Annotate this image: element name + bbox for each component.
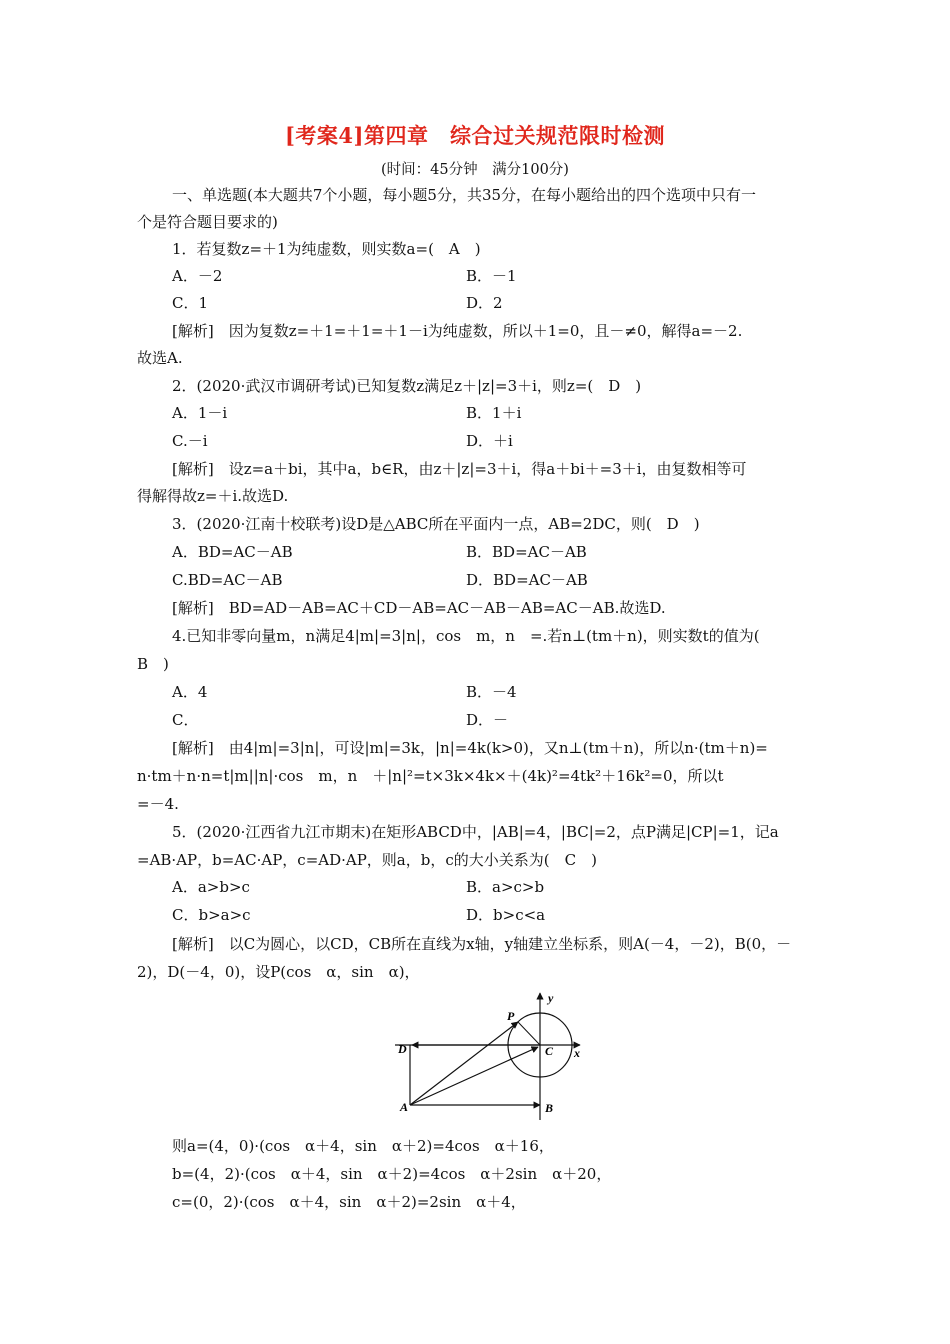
- question-4-solution-line-3: =－4.: [137, 795, 179, 813]
- question-5-option-b: B．a>c>b: [466, 878, 545, 896]
- question-2-stem: 2．(2020·武汉市调研考试)已知复数z满足z＋|z|=3＋i，则z=( D ): [172, 377, 642, 395]
- question-2-solution-line-1: [解析] 设z=a＋bi，其中a，b∈R，由z＋|z|=3＋i，得a＋bi＋=3＋i，由复数相等可: [172, 460, 747, 478]
- question-2-option-d: D．＋i: [466, 432, 513, 450]
- label-y: y: [548, 991, 554, 1005]
- label-p: P: [507, 1009, 515, 1023]
- section-heading-line-1: 一、单选题(本大题共7个小题，每小题5分，共35分，在每小题给出的四个选项中只有一: [172, 186, 757, 204]
- question-5-solution-line-1: [解析] 以C为圆心，以CD，CB所在直线为x轴，y轴建立坐标系，则A(－4，－2)，B(0，－: [172, 935, 792, 953]
- question-5-option-a: A．a>b>c: [172, 878, 250, 896]
- question-4-stem-line-2: B ): [137, 655, 169, 673]
- page-title: [考案4]第四章 综合过关规范限时检测: [285, 123, 665, 148]
- label-a: A: [400, 1100, 409, 1114]
- label-b: B: [545, 1101, 554, 1115]
- question-3-option-d: D．BD=AC－AB: [466, 571, 588, 589]
- label-d: D: [398, 1042, 407, 1056]
- question-1-stem: 1．若复数z=＋1为纯虚数，则实数a=( A ): [172, 240, 481, 258]
- question-2-option-c: C.－i: [172, 432, 208, 450]
- coordinate-diagram: [390, 985, 590, 1120]
- question-2-option-b: B．1＋i: [466, 404, 522, 422]
- question-1-solution-line-2: 故选A.: [137, 349, 183, 367]
- question-5-stem-line-2: =AB·AP，b=AC·AP，c=AD·AP，则a，b，c的大小关系为( C ): [137, 851, 597, 869]
- question-1-option-a: A．－2: [172, 267, 223, 285]
- question-2-solution-line-2: 得解得故z=＋i.故选D.: [137, 487, 289, 505]
- question-4-solution-line-1: [解析] 由4|m|=3|n|，可设|m|=3k，|n|=4k(k>0)，又n⊥(tm＋n)，所以n·(tm＋n)=: [172, 739, 768, 757]
- question-3-option-c: C.BD=AC－AB: [172, 571, 283, 589]
- question-3-option-a: A．BD=AC－AB: [172, 543, 293, 561]
- question-5-option-d: D．b>c<a: [466, 906, 546, 924]
- question-4-option-b: B．－4: [466, 683, 517, 701]
- question-1-solution-line-1: [解析] 因为复数z=＋1=＋1=＋1－i为纯虚数，所以＋1=0，且－≠0，解得a=－2.: [172, 322, 743, 340]
- radius-cp: [518, 1022, 540, 1045]
- question-4-stem-line-1: 4.已知非零向量m，n满足4|m|=3|n|，cos m，n =.若n⊥(tm＋n)，则实数t的值为(: [172, 627, 760, 645]
- calculation-c: c=(0，2)·(cos α＋4，sin α＋2)=2sin α＋4，: [172, 1193, 526, 1211]
- question-1-option-b: B．－1: [466, 267, 517, 285]
- page-subtitle: (时间：45分钟 满分100分): [381, 162, 569, 178]
- question-5-option-c: C．b>a>c: [172, 906, 251, 924]
- question-4-option-d: D．－: [466, 711, 509, 729]
- question-1-option-c: C．1: [172, 294, 209, 312]
- question-5-stem-line-1: 5．(2020·江西省九江市期末)在矩形ABCD中，|AB|=4，|BC|=2，点P满足|CP|=1，记a: [172, 823, 779, 841]
- question-3-solution: [解析] BD=AD－AB=AC＋CD－AB=AC－AB－AB=AC－AB.故选D.: [172, 599, 666, 617]
- question-4-option-c: C．: [172, 711, 199, 729]
- question-1-option-d: D．2: [466, 294, 503, 312]
- question-4-solution-line-2: n·tm＋n·n=t|m||n|·cos m，n ＋|n|²=t×3k×4k×＋(4k)²=4tk²＋16k²=0，所以t: [137, 767, 724, 785]
- question-2-option-a: A．1－i: [172, 404, 228, 422]
- question-3-option-b: B．BD=AC－AB: [466, 543, 587, 561]
- label-x: x: [574, 1046, 580, 1060]
- question-5-solution-line-2: 2)，D(－4，0)，设P(cos α，sin α)，: [137, 963, 420, 981]
- label-c: C: [545, 1044, 554, 1058]
- section-heading-line-2: 个是符合题目要求的): [137, 213, 278, 231]
- calculation-a: 则a=(4，0)·(cos α＋4，sin α＋2)=4cos α＋16，: [172, 1137, 554, 1155]
- question-3-stem: 3．(2020·江南十校联考)设D是△ABC所在平面内一点，AB=2DC，则( D ): [172, 515, 700, 533]
- question-4-option-a: A．4: [172, 683, 208, 701]
- calculation-b: b=(4，2)·(cos α＋4，sin α＋2)=4cos α＋2sin α＋20，: [172, 1165, 612, 1183]
